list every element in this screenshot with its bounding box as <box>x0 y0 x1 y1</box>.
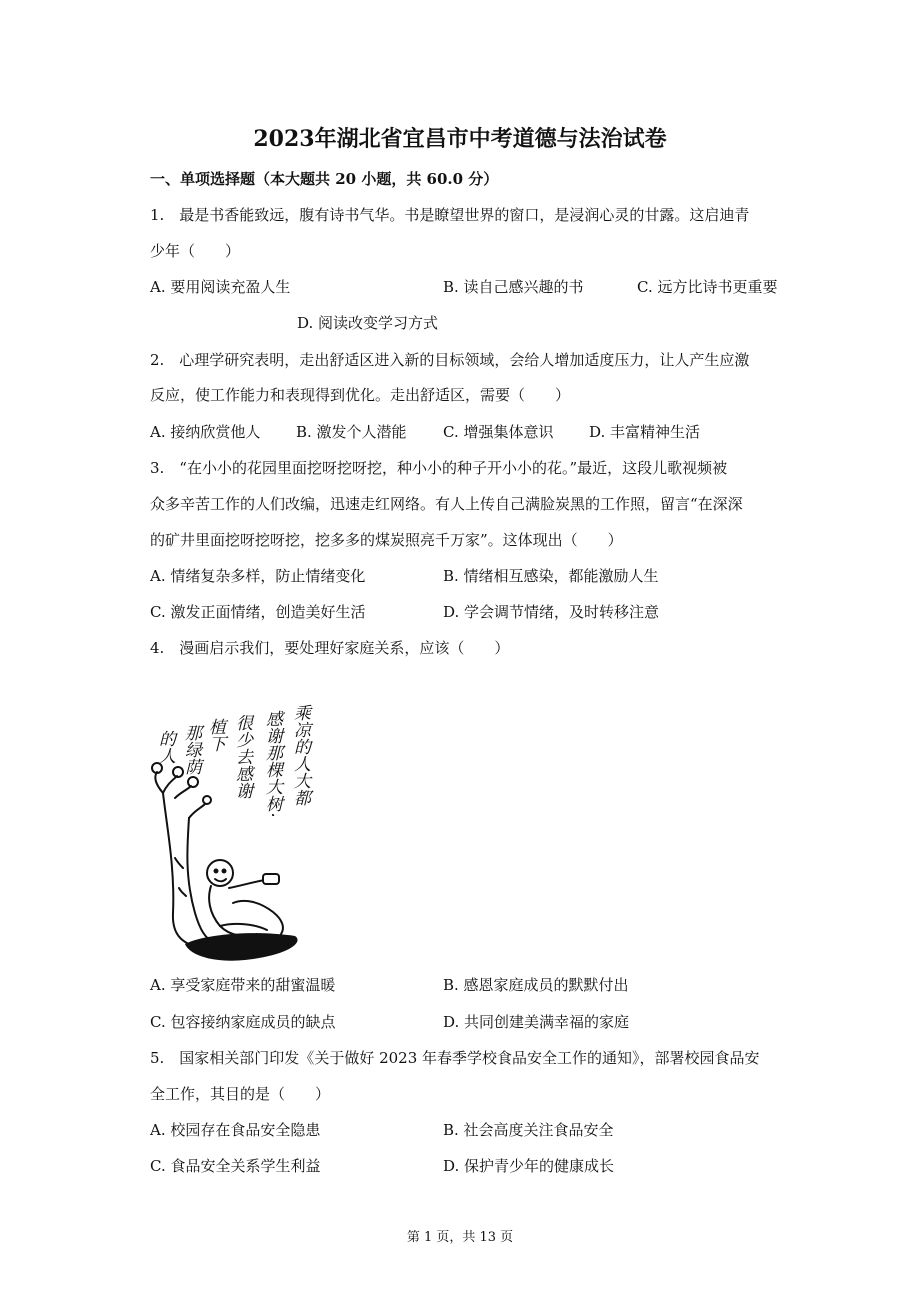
question-2-option-b: B. 激发个人潜能 <box>296 423 407 441</box>
tree-drawing <box>152 763 215 948</box>
question-5-line-2: 全工作，其目的是（ ） <box>150 1085 331 1103</box>
cartoon-caption-col-6: 的人 <box>155 730 175 764</box>
question-5-option-d: D. 保护青少年的健康成长 <box>443 1157 615 1175</box>
question-3-option-c: C. 激发正面情绪，创造美好生活 <box>150 603 366 621</box>
cartoon-caption-col-1: 乘凉的人大都 <box>290 704 310 806</box>
question-1-line-1: 1. 最是书香能致远，腹有诗书气华。书是瞭望世界的窗口，是浸润心灵的甘露。这启迪青 <box>150 206 750 224</box>
person-drawing <box>207 860 283 936</box>
question-3-line-1: 3. “在小小的花园里面挖呀挖呀挖，种小小的种子开小小的花。”最近，这段儿歌视频被 <box>150 459 728 477</box>
question-2-option-d: D. 丰富精神生活 <box>589 423 701 441</box>
question-4-line-1: 4. 漫画启示我们，要处理好家庭关系，应该（ ） <box>150 639 510 657</box>
question-1-option-a: A. 要用阅读充盈人生 <box>150 278 291 296</box>
question-5-line-1: 5. 国家相关部门印发《关于做好 2023 年春季学校食品安全工作的通知》，部署校园食品安 <box>150 1049 760 1067</box>
cartoon-caption-col-5: 那绿荫 <box>181 724 201 775</box>
page-footer: 第 1 页，共 13 页 <box>406 1230 514 1245</box>
cartoon-caption-col-4: 植下 <box>205 718 225 752</box>
question-1-option-c: C. 远方比诗书更重要 <box>637 278 778 296</box>
question-4-option-a: A. 享受家庭带来的甜蜜温暖 <box>150 976 336 994</box>
question-4-option-b: B. 感恩家庭成员的默默付出 <box>443 976 629 994</box>
question-2-line-2: 反应，使工作能力和表现得到优化。走出舒适区，需要（ ） <box>150 386 571 404</box>
question-1-option-b: B. 读自己感兴趣的书 <box>443 278 584 296</box>
question-5-option-c: C. 食品安全关系学生利益 <box>150 1157 321 1175</box>
question-2-option-c: C. 增强集体意识 <box>443 423 554 441</box>
question-3-option-b: B. 情绪相互感染，都能激励人生 <box>443 567 659 585</box>
question-3-line-2: 众多辛苦工作的人们改编，迅速走红网络。有人上传自己满脸炭黑的工作照，留言“在深深 <box>150 495 743 513</box>
question-4-option-d: D. 共同创建美满幸福的家庭 <box>443 1013 630 1031</box>
cartoon-caption-col-3: 很少去感谢 <box>232 714 252 799</box>
question-1-line-2: 少年（ ） <box>150 242 241 260</box>
section-heading: 一、单项选择题（本大题共 20 小题，共 60.0 分） <box>150 170 499 188</box>
question-3-line-3: 的矿井里面挖呀挖呀挖，挖多多的煤炭照亮千万家”。这体现出（ ） <box>150 531 623 549</box>
question-3-option-a: A. 情绪复杂多样，防止情绪变化 <box>150 567 366 585</box>
question-5-option-a: A. 校园存在食品安全隐患 <box>150 1121 321 1139</box>
question-1-option-d: D. 阅读改变学习方式 <box>297 314 439 332</box>
question-3-option-d: D. 学会调节情绪，及时转移注意 <box>443 603 660 621</box>
question-5-option-b: B. 社会高度关注食品安全 <box>443 1121 614 1139</box>
page-title: 2023年湖北省宜昌市中考道德与法治试卷 <box>253 126 667 152</box>
question-2-option-a: A. 接纳欣赏他人 <box>150 423 261 441</box>
ground-shadow <box>185 933 298 961</box>
question-4-option-c: C. 包容接纳家庭成员的缺点 <box>150 1013 336 1031</box>
question-2-line-1: 2. 心理学研究表明，走出舒适区进入新的目标领域，会给人增加适度压力，让人产生应激 <box>150 351 750 369</box>
cartoon-caption-col-2: 感谢那棵大树· <box>262 710 282 818</box>
cartoon-illustration <box>145 698 325 968</box>
